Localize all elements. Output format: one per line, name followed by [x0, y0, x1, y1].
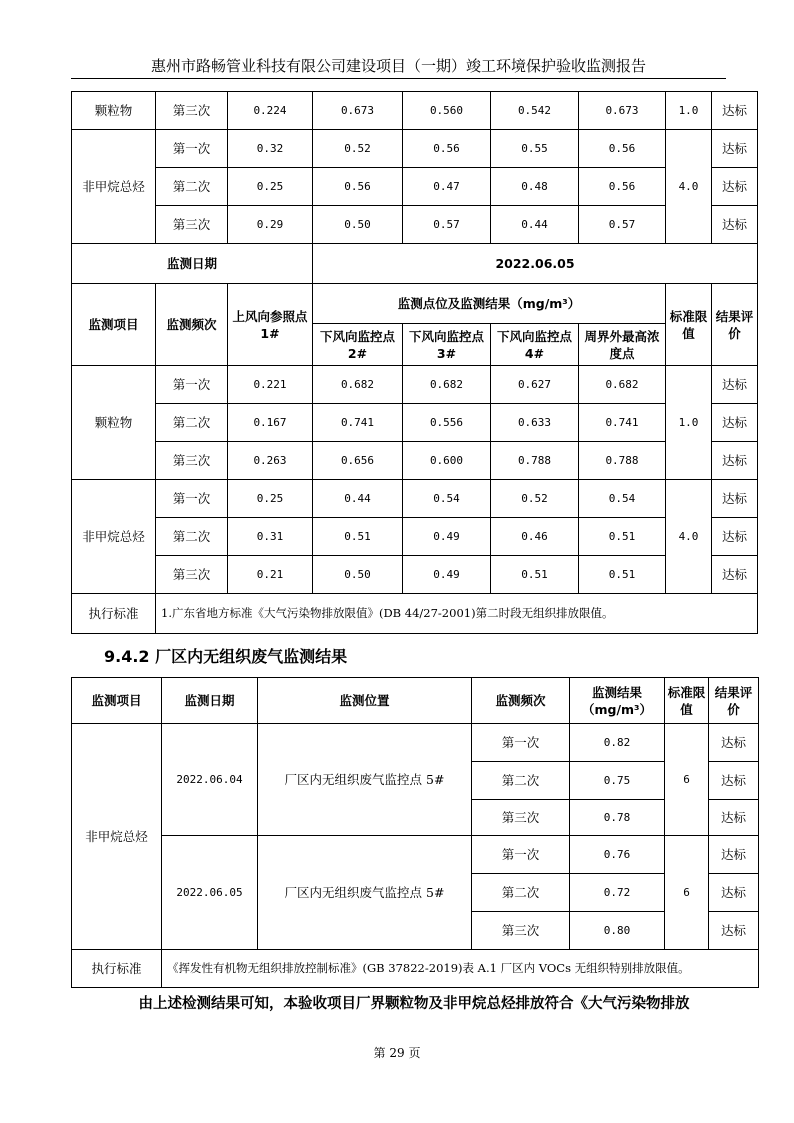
value-cell: 0.48 — [491, 168, 579, 206]
header-position: 监测位置 — [258, 678, 472, 724]
header-freq: 监测频次 — [472, 678, 570, 724]
value-cell: 0.49 — [403, 518, 491, 556]
value-cell: 0.673 — [313, 92, 403, 130]
header-date: 监测日期 — [162, 678, 258, 724]
freq-cell: 第一次 — [156, 366, 228, 404]
value-cell: 0.51 — [491, 556, 579, 594]
table-row — [72, 724, 759, 762]
eval-cell: 达标 — [712, 168, 758, 206]
position-cell: 厂区内无组织废气监控点 5# — [258, 836, 472, 950]
value-cell: 0.82 — [570, 724, 665, 762]
value-cell: 0.788 — [579, 442, 666, 480]
limit-cell: 4.0 — [666, 480, 712, 594]
item-cell: 非甲烷总烃 — [72, 480, 156, 594]
standard-row — [72, 950, 759, 988]
header-limit: 标准限值 — [665, 678, 709, 724]
eval-cell: 达标 — [712, 92, 758, 130]
value-cell: 0.29 — [228, 206, 313, 244]
value-cell: 0.56 — [313, 168, 403, 206]
header-points-group: 监测点位及监测结果（mg/m³） — [313, 284, 666, 324]
eval-cell: 达标 — [712, 518, 758, 556]
item-cell: 颗粒物 — [72, 366, 156, 480]
value-cell: 0.673 — [579, 92, 666, 130]
value-cell: 0.75 — [570, 762, 665, 800]
header-freq: 监测频次 — [156, 284, 228, 366]
value-cell: 0.263 — [228, 442, 313, 480]
header-eval: 结果评价 — [709, 678, 759, 724]
eval-cell: 达标 — [712, 480, 758, 518]
freq-cell: 第一次 — [156, 130, 228, 168]
value-cell: 0.788 — [491, 442, 579, 480]
value-cell: 0.57 — [403, 206, 491, 244]
eval-cell: 达标 — [712, 404, 758, 442]
freq-cell: 第三次 — [156, 92, 228, 130]
date-cell: 2022.06.05 — [162, 836, 258, 950]
value-cell: 0.600 — [403, 442, 491, 480]
value-cell: 0.78 — [570, 800, 665, 836]
date-cell: 2022.06.04 — [162, 724, 258, 836]
value-cell: 0.633 — [491, 404, 579, 442]
standard-text: 《挥发性有机物无组织排放控制标准》(GB 37822-2019)表 A.1 厂区内 VOCs 无组织特别排放限值。 — [162, 950, 759, 988]
eval-cell: 达标 — [712, 442, 758, 480]
value-cell: 0.560 — [403, 92, 491, 130]
value-cell: 0.46 — [491, 518, 579, 556]
table-row — [72, 556, 758, 594]
header-limit: 标准限值 — [666, 284, 712, 366]
value-cell: 0.50 — [313, 556, 403, 594]
value-cell: 0.44 — [313, 480, 403, 518]
freq-cell: 第三次 — [472, 912, 570, 950]
value-cell: 0.54 — [403, 480, 491, 518]
value-cell: 0.76 — [570, 836, 665, 874]
standard-text: 1.广东省地方标准《大气污染物排放限值》(DB 44/27-2001)第二时段无组织排放限值。 — [156, 594, 758, 634]
table-row — [72, 480, 758, 518]
freq-cell: 第三次 — [156, 556, 228, 594]
value-cell: 0.56 — [579, 130, 666, 168]
eval-cell: 达标 — [712, 556, 758, 594]
value-cell: 0.80 — [570, 912, 665, 950]
table-row — [72, 206, 758, 244]
header-eval: 结果评价 — [712, 284, 758, 366]
freq-cell: 第三次 — [156, 442, 228, 480]
item-cell: 非甲烷总烃 — [72, 724, 162, 950]
table-row — [72, 518, 758, 556]
freq-cell: 第二次 — [472, 762, 570, 800]
value-cell: 0.51 — [579, 518, 666, 556]
header-row — [72, 284, 758, 324]
value-cell: 0.741 — [579, 404, 666, 442]
value-cell: 0.54 — [579, 480, 666, 518]
value-cell: 0.32 — [228, 130, 313, 168]
conclusion-text: 由上述检测结果可知，本验收项目厂界颗粒物及非甲烷总烃排放符合《大气污染物排放 — [138, 996, 690, 1012]
freq-cell: 第二次 — [156, 168, 228, 206]
value-cell: 0.51 — [313, 518, 403, 556]
header-row — [72, 678, 759, 724]
table-row — [72, 404, 758, 442]
table-row — [72, 366, 758, 404]
value-cell: 0.25 — [228, 480, 313, 518]
page-number: 第 29 页 — [373, 1046, 421, 1060]
value-cell: 0.221 — [228, 366, 313, 404]
limit-cell: 6 — [665, 836, 709, 950]
eval-cell: 达标 — [712, 366, 758, 404]
value-cell: 0.49 — [403, 556, 491, 594]
freq-cell: 第一次 — [472, 836, 570, 874]
plant-monitoring-table — [71, 677, 759, 988]
freq-cell: 第二次 — [156, 404, 228, 442]
freq-cell: 第二次 — [472, 874, 570, 912]
value-cell: 0.56 — [403, 130, 491, 168]
value-cell: 0.47 — [403, 168, 491, 206]
header-item: 监测项目 — [72, 678, 162, 724]
value-cell: 0.72 — [570, 874, 665, 912]
table-row — [72, 168, 758, 206]
eval-cell: 达标 — [712, 206, 758, 244]
header-col5: 周界外最高浓度点 — [579, 324, 666, 366]
value-cell: 0.741 — [313, 404, 403, 442]
value-cell: 0.51 — [579, 556, 666, 594]
freq-cell: 第一次 — [156, 480, 228, 518]
standard-label: 执行标准 — [72, 950, 162, 988]
freq-cell: 第二次 — [156, 518, 228, 556]
value-cell: 0.682 — [403, 366, 491, 404]
header-col1: 上风向参照点 1# — [228, 284, 313, 366]
item-cell: 非甲烷总烃 — [72, 130, 156, 244]
item-cell: 颗粒物 — [72, 92, 156, 130]
header-col2: 下风向监控点 2# — [313, 324, 403, 366]
boundary-monitoring-table — [71, 91, 758, 634]
eval-cell: 达标 — [709, 836, 759, 874]
value-cell: 0.50 — [313, 206, 403, 244]
eval-cell: 达标 — [709, 724, 759, 762]
eval-cell: 达标 — [709, 800, 759, 836]
header-result: 监测结果（mg/m³） — [570, 678, 665, 724]
value-cell: 0.682 — [313, 366, 403, 404]
table-row — [72, 130, 758, 168]
limit-cell: 1.0 — [666, 92, 712, 130]
date-label: 监测日期 — [72, 244, 313, 284]
page-header: 惠州市路畅管业科技有限公司建设项目（一期）竣工环境保护验收监测报告 — [71, 54, 726, 79]
freq-cell: 第一次 — [472, 724, 570, 762]
value-cell: 0.52 — [313, 130, 403, 168]
eval-cell: 达标 — [709, 874, 759, 912]
limit-cell: 6 — [665, 724, 709, 836]
section-title: 9.4.2 厂区内无组织废气监测结果 — [104, 647, 348, 666]
eval-cell: 达标 — [712, 130, 758, 168]
value-cell: 0.44 — [491, 206, 579, 244]
date-row — [72, 244, 758, 284]
table-row — [72, 836, 759, 874]
eval-cell: 达标 — [709, 912, 759, 950]
value-cell: 0.56 — [579, 168, 666, 206]
value-cell: 0.52 — [491, 480, 579, 518]
value-cell: 0.224 — [228, 92, 313, 130]
header-col4: 下风向监控点 4# — [491, 324, 579, 366]
table-row — [72, 442, 758, 480]
value-cell: 0.542 — [491, 92, 579, 130]
date-value: 2022.06.05 — [313, 244, 758, 284]
limit-cell: 4.0 — [666, 130, 712, 244]
standard-row — [72, 594, 758, 634]
value-cell: 0.57 — [579, 206, 666, 244]
freq-cell: 第三次 — [156, 206, 228, 244]
value-cell: 0.21 — [228, 556, 313, 594]
table-row — [72, 92, 758, 130]
value-cell: 0.31 — [228, 518, 313, 556]
value-cell: 0.627 — [491, 366, 579, 404]
standard-label: 执行标准 — [72, 594, 156, 634]
value-cell: 0.656 — [313, 442, 403, 480]
value-cell: 0.682 — [579, 366, 666, 404]
header-item: 监测项目 — [72, 284, 156, 366]
value-cell: 0.167 — [228, 404, 313, 442]
value-cell: 0.55 — [491, 130, 579, 168]
position-cell: 厂区内无组织废气监控点 5# — [258, 724, 472, 836]
value-cell: 0.25 — [228, 168, 313, 206]
freq-cell: 第三次 — [472, 800, 570, 836]
limit-cell: 1.0 — [666, 366, 712, 480]
value-cell: 0.556 — [403, 404, 491, 442]
eval-cell: 达标 — [709, 762, 759, 800]
header-col3: 下风向监控点 3# — [403, 324, 491, 366]
